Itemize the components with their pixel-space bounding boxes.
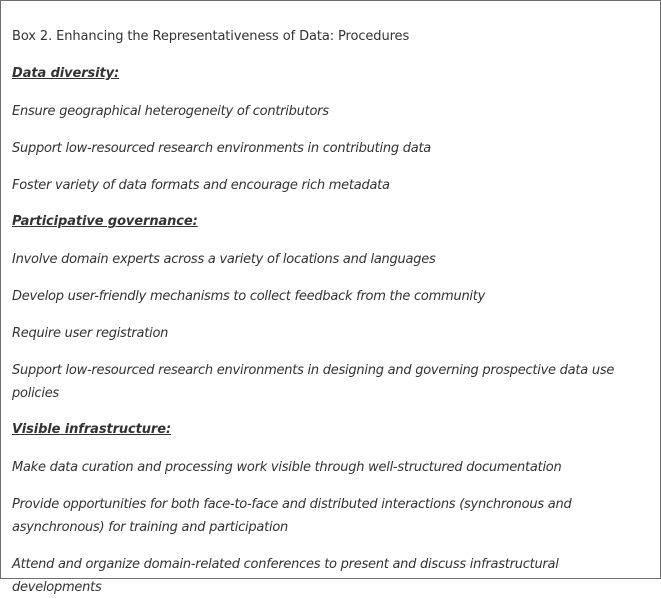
- list-item: Support low-resourced research environments in contributing data: [12, 141, 432, 156]
- list-item: Provide opportunities for both face-to-face and distributed interactions (synchronous and asynchronous) for training and participation: [12, 497, 572, 535]
- list-item: Ensure geographical heterogeneity of contributors: [12, 104, 329, 119]
- box-title: Box 2. Enhancing the Representativeness of Data: Procedures: [12, 29, 410, 44]
- list-item: Make data curation and processing work visible through well-structured documentation: [12, 460, 562, 475]
- section-heading-participative-governance: Participative governance:: [12, 214, 198, 229]
- list-item: Support low-resourced research environments in designing and governing prospective data use policies: [12, 363, 615, 401]
- section-heading-data-diversity: Data diversity:: [12, 66, 120, 81]
- list-item: Involve domain experts across a variety of locations and languages: [12, 252, 436, 267]
- list-item: Develop user-friendly mechanisms to collect feedback from the community: [12, 289, 486, 304]
- list-item: Foster variety of data formats and encourage rich metadata: [12, 178, 390, 193]
- list-item: Attend and organize domain-related conferences to present and discuss infrastructural developments: [12, 557, 559, 595]
- list-item: Require user registration: [12, 326, 169, 341]
- section-heading-visible-infrastructure: Visible infrastructure:: [12, 422, 172, 437]
- box-content: [1, 1, 660, 599]
